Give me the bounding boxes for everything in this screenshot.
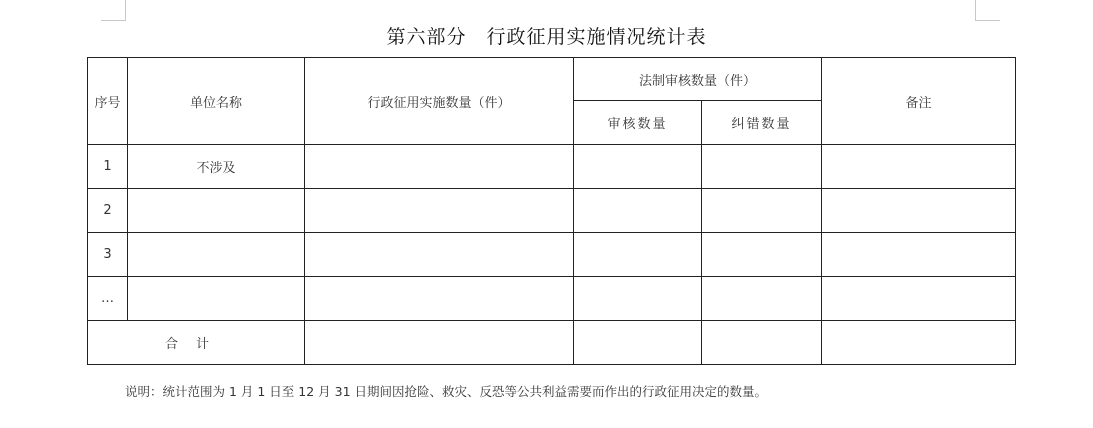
page-title: 第六部分 行政征用实施情况统计表 — [386, 26, 707, 48]
total-implement — [305, 321, 574, 365]
cell-implement — [305, 145, 574, 189]
cell-seq: 3 — [88, 233, 128, 277]
cell-remarks — [822, 277, 1016, 321]
table-total-row — [88, 321, 1016, 365]
table-row — [88, 145, 1016, 189]
total-correction — [702, 321, 822, 365]
cell-seq: … — [88, 277, 128, 321]
table-note: 说明：统计范围为 1 月 1 日至 12 月 31 日期间因抢险、救灾、反恐等公共利益需要而作出的行政征用决定的数量。 — [125, 384, 768, 399]
header-review-count: 审核数量 — [574, 101, 702, 145]
cell-review — [574, 145, 702, 189]
cell-implement — [305, 277, 574, 321]
cell-correction — [702, 277, 822, 321]
total-review — [574, 321, 702, 365]
cell-remarks — [822, 233, 1016, 277]
header-implement-count: 行政征用实施数量（件） — [305, 58, 574, 145]
table-header-row — [88, 58, 1016, 101]
cell-seq: 2 — [88, 189, 128, 233]
header-correction-count: 纠错数量 — [702, 101, 822, 145]
cell-unit — [128, 233, 305, 277]
table-row — [88, 277, 1016, 321]
page-corner-mark-left — [101, 0, 126, 21]
header-legal-review-group: 法制审核数量（件） — [574, 58, 822, 101]
cell-seq: 1 — [88, 145, 128, 189]
cell-review — [574, 277, 702, 321]
statistics-table — [87, 57, 1016, 365]
cell-remarks — [822, 145, 1016, 189]
cell-implement — [305, 189, 574, 233]
cell-remarks — [822, 189, 1016, 233]
header-unit-name: 单位名称 — [128, 58, 305, 145]
page-corner-mark-right — [975, 0, 1000, 21]
cell-unit — [128, 189, 305, 233]
cell-correction — [702, 145, 822, 189]
total-label: 合计 — [88, 321, 305, 365]
cell-unit — [128, 277, 305, 321]
cell-review — [574, 233, 702, 277]
cell-implement — [305, 233, 574, 277]
table-row — [88, 233, 1016, 277]
cell-correction — [702, 233, 822, 277]
table-row — [88, 189, 1016, 233]
cell-review — [574, 189, 702, 233]
cell-correction — [702, 189, 822, 233]
cell-unit: 不涉及 — [128, 145, 305, 189]
total-remarks — [822, 321, 1016, 365]
header-seq: 序号 — [88, 58, 128, 145]
header-remarks: 备注 — [822, 58, 1016, 145]
